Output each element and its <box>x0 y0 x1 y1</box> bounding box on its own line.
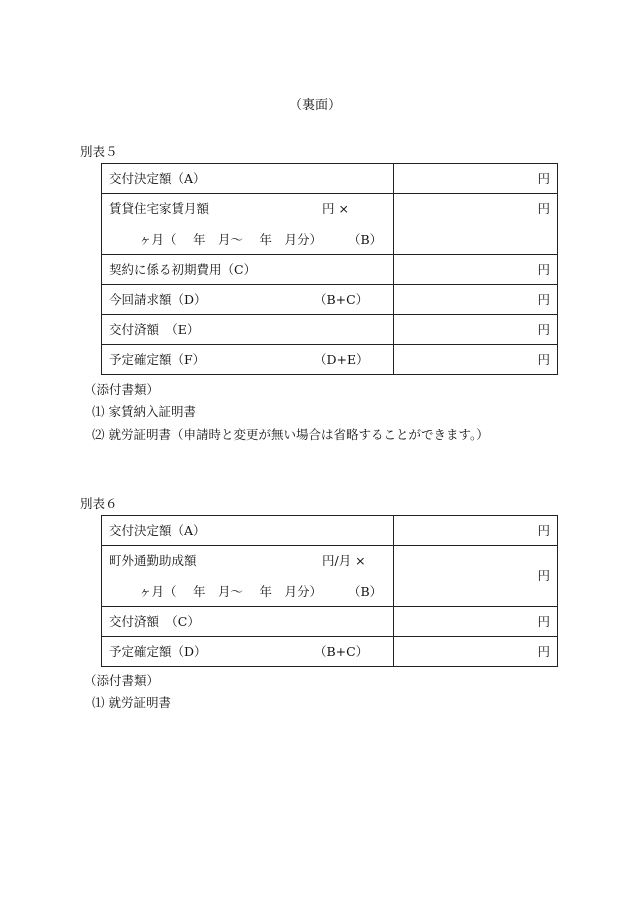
table-row <box>102 285 558 315</box>
row-label: 町外通勤助成額 <box>109 553 197 568</box>
row-label: 今回請求額（D） <box>109 292 207 307</box>
formula-label: （B+C） <box>314 292 369 307</box>
section-heading: 別表６ <box>80 496 118 511</box>
unit-label: 円 <box>537 352 550 367</box>
unit-label: 円 <box>537 644 550 659</box>
unit-label: 円 <box>537 171 550 186</box>
row-label: 交付決定額（A） <box>109 523 206 538</box>
unit-label: 円 <box>537 292 550 307</box>
table-row <box>102 164 558 194</box>
attachment-item: ⑴ 家賃納入証明書 <box>92 404 196 419</box>
row-label: 交付済額 （E） <box>109 322 200 337</box>
table-6 <box>101 515 558 667</box>
row-label: 予定確定額（D） <box>109 644 207 659</box>
table-row <box>102 607 558 637</box>
attachments-heading: （添付書類） <box>84 382 160 397</box>
row-label: 交付済額 （C） <box>109 614 200 629</box>
period-label: ヶ月（ 年 月～ 年 月分） <box>139 584 322 599</box>
unit-label: 円 <box>537 201 550 216</box>
unit-label: 円 <box>537 322 550 337</box>
row-label: 賃貸住宅家賃月額 <box>109 201 210 216</box>
rate-label: 円 × <box>322 201 349 216</box>
formula-label: （D+E） <box>314 352 369 367</box>
tag-label: （B） <box>348 584 383 599</box>
attachments-heading: （添付書類） <box>84 673 160 688</box>
table-row <box>102 637 558 667</box>
table-row <box>102 315 558 345</box>
rate-label: 円/月 × <box>322 553 366 568</box>
unit-label: 円 <box>537 614 550 629</box>
row-label: 交付決定額（A） <box>109 171 206 186</box>
attachment-item: ⑴ 就労証明書 <box>92 695 171 710</box>
page-title: （裏面） <box>288 98 341 113</box>
table-row <box>102 194 558 255</box>
unit-label: 円 <box>537 523 550 538</box>
table-row <box>102 255 558 285</box>
unit-label: 円 <box>537 262 550 277</box>
table-5 <box>101 163 558 375</box>
table-row <box>102 546 558 607</box>
tag-label: （B） <box>348 232 383 247</box>
attachment-item: ⑵ 就労証明書（申請時と変更が無い場合は省略することができます。） <box>92 427 489 442</box>
formula-label: （B+C） <box>314 644 369 659</box>
period-label: ヶ月（ 年 月～ 年 月分） <box>139 232 322 247</box>
unit-label: 円 <box>537 567 550 583</box>
row-label: 契約に係る初期費用（C） <box>109 262 257 277</box>
section-heading: 別表５ <box>80 144 118 159</box>
table-row <box>102 516 558 546</box>
table-row <box>102 345 558 375</box>
row-label: 予定確定額（F） <box>109 352 206 367</box>
